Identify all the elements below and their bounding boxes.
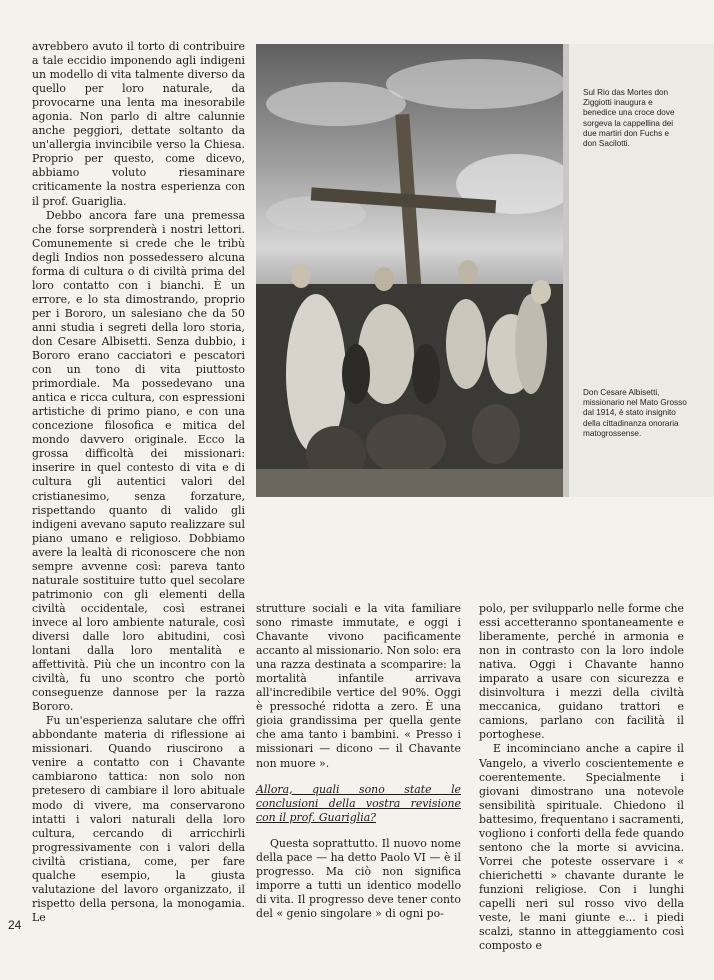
paragraph: E incominciano anche a capire il Vangelo, a viverlo coscientemente e coerentemente. Specialmente i giovani dimostrano una notevole sensibilità spirituale. Chiedono il battesimo, frequentano i sacramenti, vogliono i conforti della fede quando sentono che la morte si avvicina. Vorrei che poteste osservare i « chierichetti » chavante durante le funzioni religiose. Con i lunghi capelli neri sul rosso vivo della veste, le mani giunte e... i piedi scalzi, stanno in atteggiamento così composto e (479, 742, 684, 953)
photo-caption-bottom: Don Cesare Albisetti, missionario nel Mato Grosso dal 1914, è stato insignito della cittadinanza onoraria matogrossense. (583, 388, 687, 438)
paragraph: avrebbero avuto il torto di contribuire a tale eccidio imponendo agli indigeni un modello di vita talmente diverso da quello per loro naturale, da provocarne una lenta ma inesorabile agonia. Non parlo di altre calunnie anche peggiori, dettate soltanto da un'allergia invincibile verso la Chiesa. Proprio per questo, come dicevo, abbiamo voluto riesaminare criticamente la nostra esperienza con il prof. Guariglia. (32, 40, 245, 208)
paragraph: polo, per svilupparlo nelle forme che essi accetteranno spontaneamente e liberamente, perché in armonia e non in contrasto con la loro indole nativa. Oggi i Chavante hanno imparato a usare con sicurezza e disinvoltura i mezzi della civiltà meccanica, guidano trattori e camions, parlano con facilità il portoghese. (479, 602, 684, 742)
text-column-right (479, 602, 684, 953)
paragraph: Fu un'esperienza salutare che offrì abbondante materia di riflessione ai missionari. Quando riuscirono a venire a contatto con i Chavante cambiarono tattica: non solo non pretesero di cambiare il loro abituale modo di vivere, ma conservarono intatti i valori naturali della loro cultura, cercando di arricchirli progressivamente con i valori della civiltà cristiana, come, per fare qualche esempio, la giusta valutazione del lavoro organizzato, il rispetto della persona, la monogamia. Le (32, 714, 245, 924)
paragraph: Questa soprattutto. Il nuovo nome della pace — ha detto Paolo VI — è il progresso. Ma ciò non significa imporre a tutti un identico modello di vita. Il progresso deve tener conto del « genio singolare » di ogni po- (256, 836, 461, 920)
interview-question: Allora, quali sono state le conclusioni della vostra revisione con il prof. Guariglia? (256, 782, 461, 824)
photo-illustration (256, 44, 563, 497)
photo-caption-top: Sul Rio das Mortes don Ziggiotti inaugura e benedice una croce dove sorgeva la cappellina dei due martiri don Fuchs e don Sacilotti. (583, 88, 675, 149)
photo-missionaries-cross (256, 44, 563, 497)
paragraph: strutture sociali e la vita familiare sono rimaste immutate, e oggi i Chavante vivono pacificamente accanto al missionario. Non solo: era una razza destinata a scomparire: la mortalità infantile arrivava all'incredibile vertice del 90%. Oggi è pressoché ridotta a zero. È una gioia grandissima per quella gente che ama tanto i bambini. « Presso i missionari — dicono — il Chavante non muore ». (256, 602, 461, 770)
text-column-middle (256, 602, 461, 921)
text-column-left (32, 40, 245, 925)
page-number: 24 (8, 918, 22, 932)
paragraph: Debbo ancora fare una premessa che forse sorprenderà i nostri lettori. Comunemente si crede che le tribù degli Indios non possedessero alcuna forma di cultura o di civiltà prima del loro contatto con i bianchi. È un errore, e lo sta dimostrando, proprio per i Bororo, un salesiano che da 50 anni studia i segreti della loro storia, don Cesare Albisetti. Senza dubbio, i Bororo erano cacciatori e pescatori con un tono di vita piuttosto primordiale. Ma possedevano una antica e ricca cultura, con espressioni artistiche di primo piano, e con una concezione filosofica e mitica del mondo davvero originale. Ecco la grossa difficoltà dei missionari: inserire in quel contesto di vita e di cultura gli autentici valori del cristianesimo, senza forzature, rispettando quanto di valido gli indigeni avevano saputo realizzare sul piano umano e religioso. Dobbiamo avere la lealtà di riconoscere che non sempre avvenne così: pareva tanto naturale sostituire tutto quel secolare patrimonio con gli elementi della civiltà occidentale, così estranei invece al loro ambiente naturale, così diversi dalle loro abitudini, così lontani dalla loro mentalità e affettività. Più che un incontro con la civiltà, fu uno scontro che portò conseguenze dannose per la razza Bororo. (32, 208, 245, 714)
